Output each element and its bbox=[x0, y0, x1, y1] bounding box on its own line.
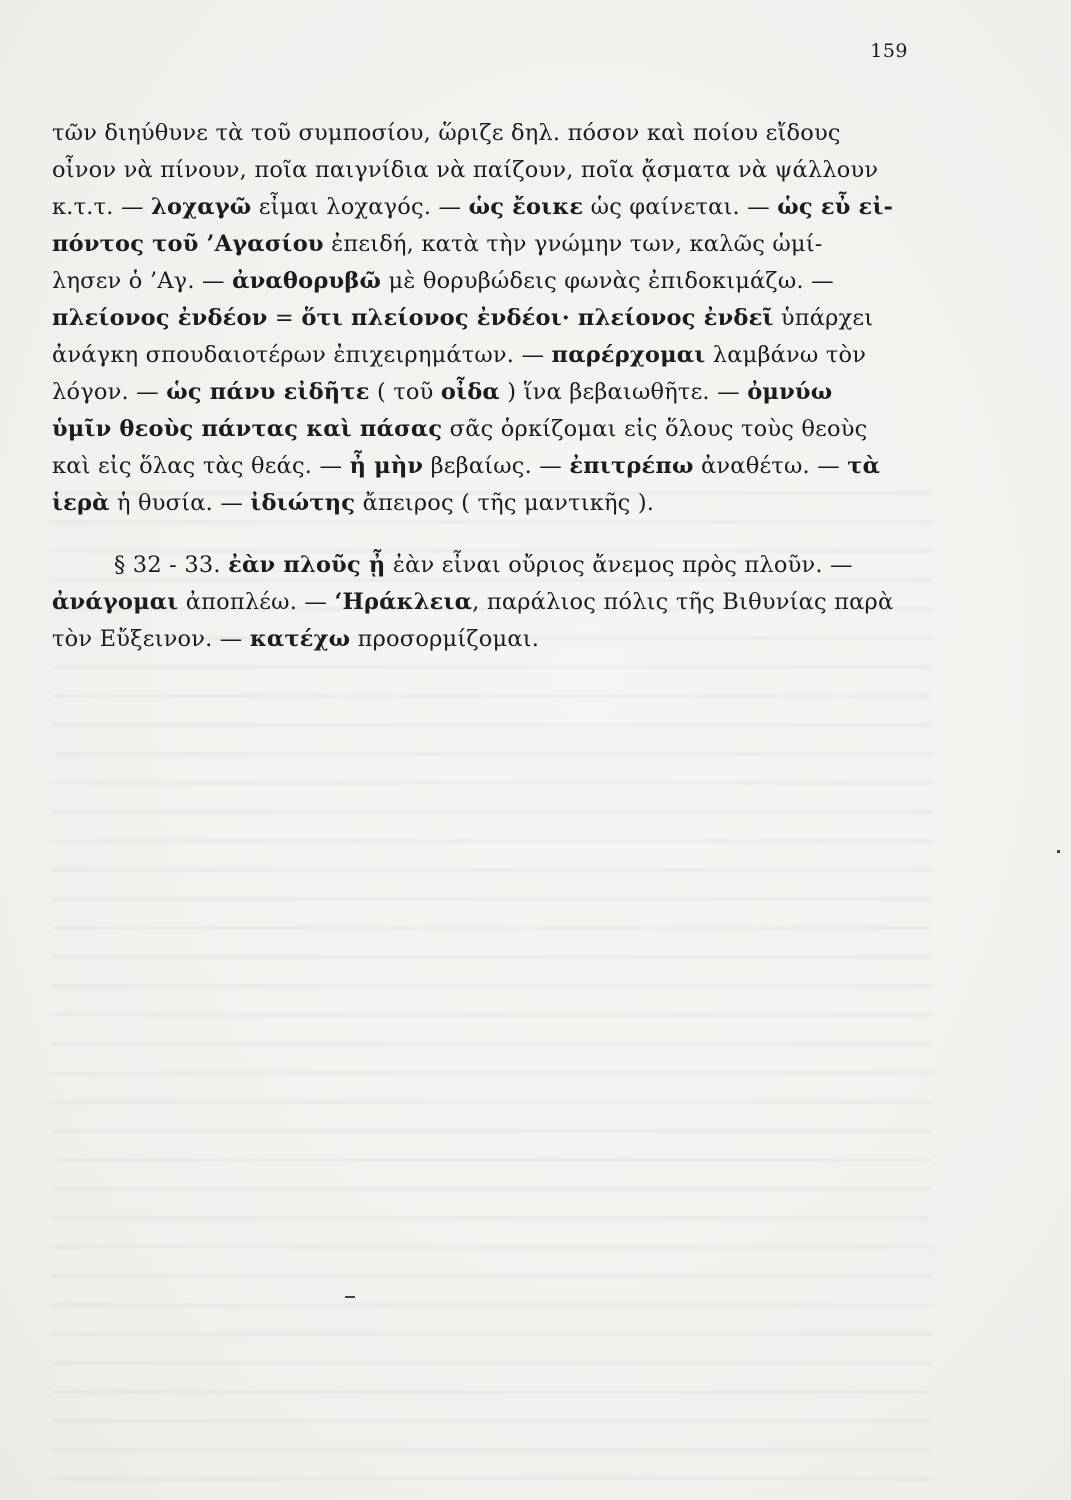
bold-term: λοχαγῶ bbox=[151, 194, 252, 220]
bold-term: ἀναθορυβῶ bbox=[232, 268, 382, 294]
text-line bbox=[52, 263, 914, 300]
bold-term: ὡς ἔοικε bbox=[468, 194, 584, 220]
bold-term: πόντος τοῦ ’Αγασίου bbox=[52, 231, 324, 257]
bold-term: οἶδα bbox=[440, 379, 500, 405]
bold-term: ἦ μὴν bbox=[349, 453, 424, 479]
text-run: μὲ θορυβώδεις φωνὰς ἐπιδοκιμάζω. — bbox=[381, 268, 834, 294]
stray-mark bbox=[1057, 850, 1060, 853]
text-run: ἐπειδή, κατὰ τὴν γνώμην των, καλῶς ὡμί- bbox=[323, 231, 823, 257]
text-run: ἐὰν εἶναι οὔριος ἄνεμος πρὸς πλοῦν. — bbox=[385, 552, 853, 578]
bold-term: ἐὰν πλοῦς ᾖ bbox=[228, 552, 386, 578]
text-run: ( τοῦ bbox=[369, 379, 441, 405]
text-run: ἄπειρος ( τῆς μαντικῆς ). bbox=[355, 490, 655, 516]
bold-term: ἐπιτρέπω bbox=[569, 453, 694, 479]
text-line bbox=[52, 115, 914, 152]
stray-mark bbox=[345, 1296, 355, 1298]
bold-term: παρέρχομαι bbox=[551, 342, 706, 368]
text-run: λησεν ὁ ’Αγ. — bbox=[52, 268, 233, 294]
text-line bbox=[52, 226, 914, 263]
bold-term: τὰ bbox=[847, 453, 881, 479]
text-run: ἀνάγκη σπουδαιοτέρων ἐπιχειρημάτων. — bbox=[52, 342, 552, 368]
bold-term: ὑμῖν θεοὺς πάντας καὶ πάσας bbox=[52, 416, 443, 442]
text-line bbox=[52, 300, 914, 337]
text-line bbox=[52, 152, 914, 189]
text-line bbox=[52, 621, 914, 658]
text-line bbox=[52, 189, 914, 226]
text-run: , παράλιος πόλις τῆς Βιθυνίας παρὰ bbox=[472, 589, 894, 615]
bold-term: ἀνάγομαι bbox=[52, 589, 179, 615]
bold-term: ἰδιώτης bbox=[250, 490, 356, 516]
text-run: ) ἵνα βεβαιωθῆτε. — bbox=[499, 379, 748, 405]
bold-term: ‘Ηράκλεια bbox=[334, 589, 473, 615]
text-run: = bbox=[267, 305, 302, 331]
text-run: τὸν Εὔξεινον. — bbox=[52, 626, 250, 652]
page-number: 159 bbox=[870, 40, 908, 62]
text-run: ἀναθέτω. — bbox=[693, 453, 848, 479]
bold-term: ὡς πάνυ εἰδῆτε bbox=[166, 379, 370, 405]
text-run: σᾶς ὁρκίζομαι εἰς ὅλους τοὺς θεοὺς bbox=[442, 416, 868, 442]
text-line bbox=[52, 485, 914, 522]
bold-term: πλείονος ἐνδέον bbox=[52, 305, 268, 331]
text-line bbox=[52, 337, 914, 374]
bold-term: ὡς εὖ εἰ- bbox=[777, 194, 894, 220]
bold-term: ὅτι πλείονος ἐνδέοι· πλείονος ἐνδεῖ bbox=[301, 305, 774, 331]
text-run: ὡς φαίνεται. — bbox=[583, 194, 778, 220]
text-line bbox=[52, 547, 914, 584]
text-run: ὑπάρχει bbox=[773, 305, 874, 331]
text-run: § 32 - 33. bbox=[114, 552, 229, 578]
text-run: τῶν διηύθυνε τὰ τοῦ συμποσίου, ὥριζε δηλ. πόσον καὶ ποίου εἴδους bbox=[52, 120, 841, 146]
text-run: οἶνον νὰ πίνουν, ποῖα παιγνίδια νὰ παίζουν, ποῖα ᾄσματα νὰ ψάλλουν bbox=[52, 157, 879, 183]
text-run: κ.τ.τ. — bbox=[52, 194, 152, 220]
bold-term: ὀμνύω bbox=[747, 379, 833, 405]
text-line bbox=[52, 374, 914, 411]
text-run: βεβαίως. — bbox=[423, 453, 570, 479]
commentary-text bbox=[52, 115, 914, 658]
text-line bbox=[52, 448, 914, 485]
text-line bbox=[52, 411, 914, 448]
text-run: λαμβάνω τὸν bbox=[705, 342, 867, 368]
text-run: ἀποπλέω. — bbox=[178, 589, 335, 615]
text-line bbox=[52, 584, 914, 621]
bold-term: ἱερὰ bbox=[52, 490, 110, 516]
paragraph-gap bbox=[52, 522, 914, 547]
text-run: λόγον. — bbox=[52, 379, 167, 405]
bold-term: κατέχω bbox=[249, 626, 351, 652]
text-run: ἡ θυσία. — bbox=[109, 490, 251, 516]
text-run: καὶ εἰς ὅλας τὰς θεάς. — bbox=[52, 453, 350, 479]
text-run: εἶμαι λοχαγός. — bbox=[251, 194, 469, 220]
text-run: προσορμίζομαι. bbox=[350, 626, 540, 652]
